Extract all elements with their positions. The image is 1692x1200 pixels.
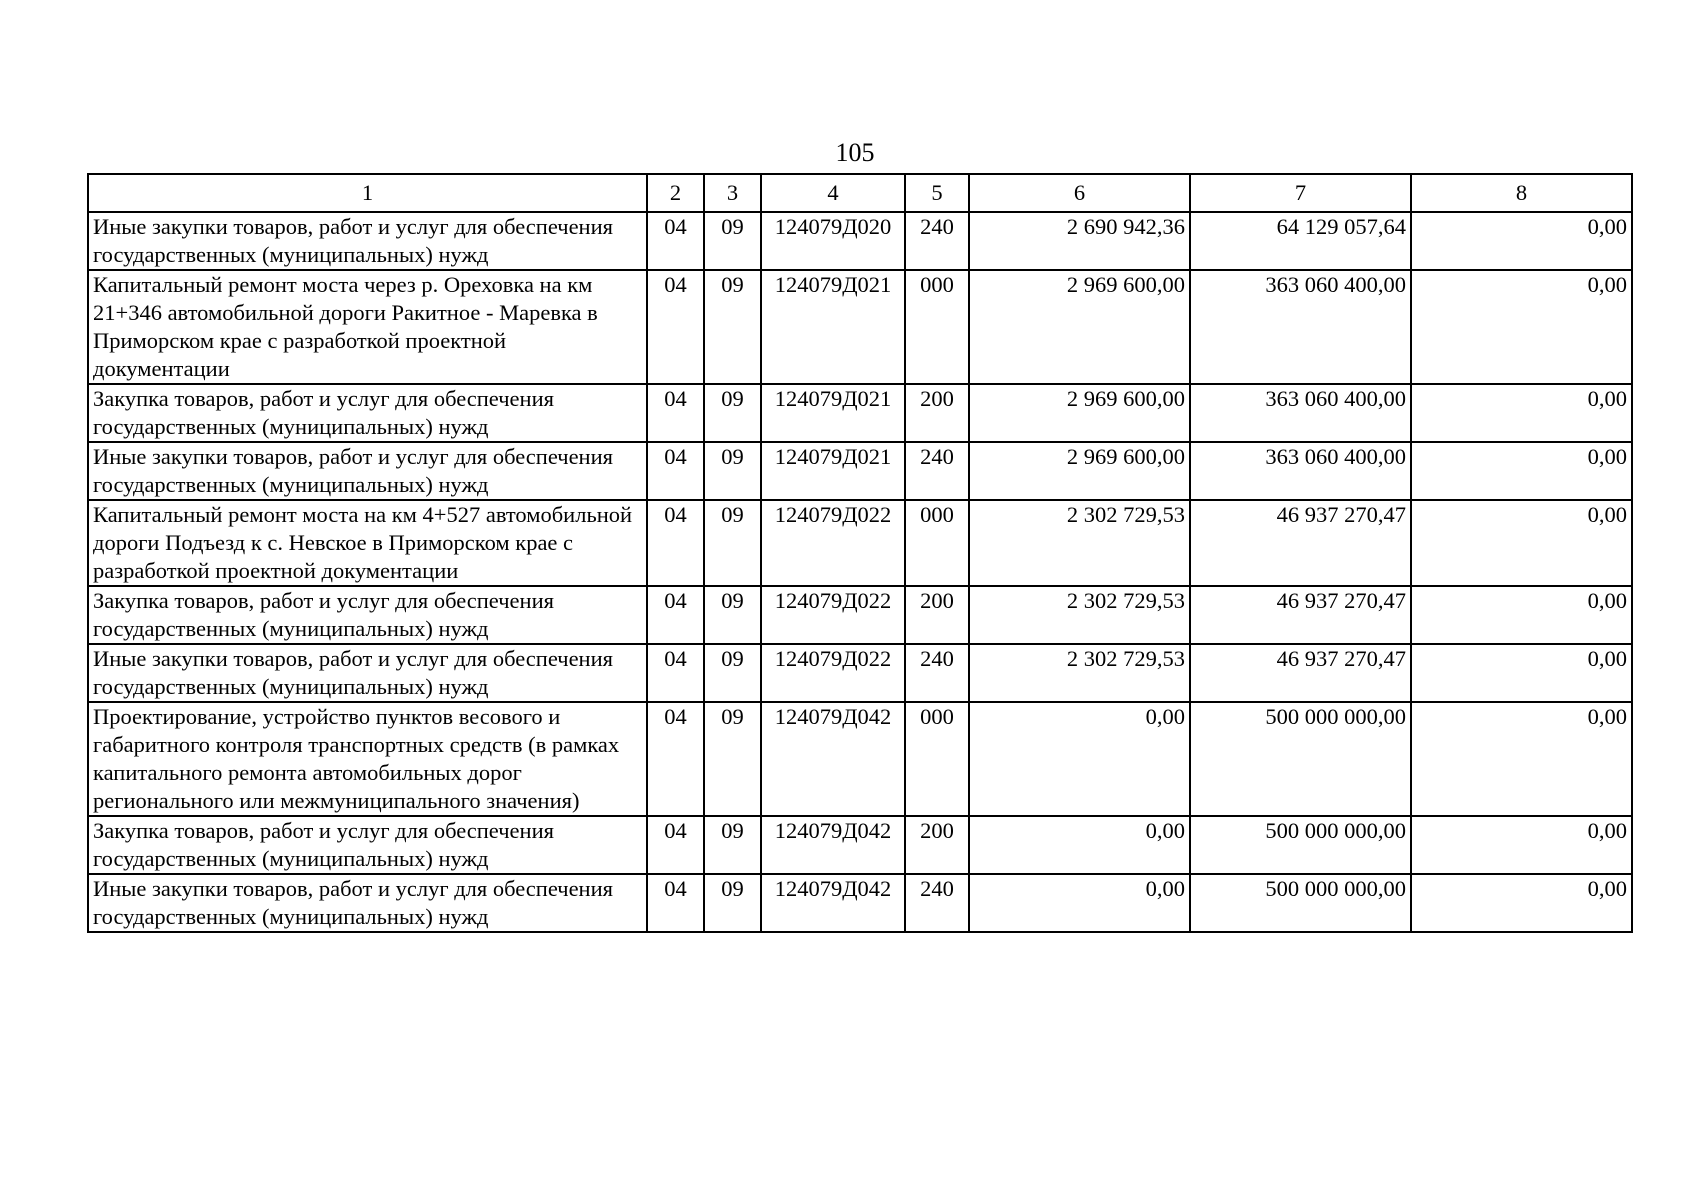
column-header: 8	[1411, 174, 1632, 212]
section-code: 04	[647, 586, 704, 644]
amount-col6: 2 969 600,00	[969, 442, 1190, 500]
expense-type-code: 240	[905, 442, 969, 500]
amount-col7: 46 937 270,47	[1190, 644, 1411, 702]
table-row	[88, 442, 1632, 500]
section-code: 04	[647, 212, 704, 270]
section-code: 04	[647, 442, 704, 500]
item-name: Иные закупки товаров, работ и услуг для обеспечения государственных (муниципальных) нужд	[88, 212, 647, 270]
expense-type-code: 200	[905, 384, 969, 442]
amount-col8: 0,00	[1411, 816, 1632, 874]
expense-type-code: 000	[905, 500, 969, 586]
amount-col8: 0,00	[1411, 644, 1632, 702]
table-row	[88, 384, 1632, 442]
column-header: 2	[647, 174, 704, 212]
amount-col7: 363 060 400,00	[1190, 442, 1411, 500]
amount-col8: 0,00	[1411, 702, 1632, 816]
item-name: Закупка товаров, работ и услуг для обеспечения государственных (муниципальных) нужд	[88, 384, 647, 442]
item-name: Проектирование, устройство пунктов весового и габаритного контроля транспортных средств (в рамках капитального ремонта автомобильных дорог регионального или межмуниципального значения)	[88, 702, 647, 816]
target-article-code: 124079Д042	[761, 702, 905, 816]
item-name: Закупка товаров, работ и услуг для обеспечения государственных (муниципальных) нужд	[88, 586, 647, 644]
table-row	[88, 816, 1632, 874]
subsection-code: 09	[704, 816, 761, 874]
item-name: Капитальный ремонт моста через р. Ореховка на км 21+346 автомобильной дороги Ракитное - Маревка в Приморском крае с разработкой проектной документации	[88, 270, 647, 384]
table-row	[88, 500, 1632, 586]
column-header: 6	[969, 174, 1190, 212]
subsection-code: 09	[704, 500, 761, 586]
amount-col6: 0,00	[969, 702, 1190, 816]
target-article-code: 124079Д020	[761, 212, 905, 270]
column-header: 1	[88, 174, 647, 212]
amount-col7: 500 000 000,00	[1190, 816, 1411, 874]
subsection-code: 09	[704, 874, 761, 932]
amount-col6: 2 969 600,00	[969, 384, 1190, 442]
amount-col8: 0,00	[1411, 384, 1632, 442]
target-article-code: 124079Д021	[761, 442, 905, 500]
target-article-code: 124079Д022	[761, 500, 905, 586]
section-code: 04	[647, 874, 704, 932]
subsection-code: 09	[704, 442, 761, 500]
amount-col6: 2 969 600,00	[969, 270, 1190, 384]
amount-col8: 0,00	[1411, 874, 1632, 932]
table-row	[88, 874, 1632, 932]
expense-type-code: 240	[905, 644, 969, 702]
amount-col7: 500 000 000,00	[1190, 874, 1411, 932]
amount-col6: 2 302 729,53	[969, 500, 1190, 586]
expense-type-code: 000	[905, 702, 969, 816]
amount-col6: 2 302 729,53	[969, 644, 1190, 702]
table-row	[88, 586, 1632, 644]
item-name: Капитальный ремонт моста на км 4+527 автомобильной дороги Подъезд к с. Невское в Приморском крае с разработкой проектной документации	[88, 500, 647, 586]
subsection-code: 09	[704, 212, 761, 270]
target-article-code: 124079Д042	[761, 874, 905, 932]
section-code: 04	[647, 270, 704, 384]
item-name: Иные закупки товаров, работ и услуг для обеспечения государственных (муниципальных) нужд	[88, 442, 647, 500]
subsection-code: 09	[704, 702, 761, 816]
section-code: 04	[647, 644, 704, 702]
table-row	[88, 702, 1632, 816]
table-row	[88, 212, 1632, 270]
expense-type-code: 000	[905, 270, 969, 384]
subsection-code: 09	[704, 586, 761, 644]
amount-col8: 0,00	[1411, 270, 1632, 384]
amount-col6: 2 302 729,53	[969, 586, 1190, 644]
amount-col6: 0,00	[969, 816, 1190, 874]
subsection-code: 09	[704, 270, 761, 384]
expense-type-code: 240	[905, 212, 969, 270]
column-header: 7	[1190, 174, 1411, 212]
target-article-code: 124079Д021	[761, 384, 905, 442]
expense-type-code: 200	[905, 816, 969, 874]
column-header: 4	[761, 174, 905, 212]
item-name: Иные закупки товаров, работ и услуг для обеспечения государственных (муниципальных) нужд	[88, 874, 647, 932]
subsection-code: 09	[704, 384, 761, 442]
target-article-code: 124079Д021	[761, 270, 905, 384]
target-article-code: 124079Д022	[761, 586, 905, 644]
target-article-code: 124079Д022	[761, 644, 905, 702]
header-row	[88, 174, 1632, 212]
amount-col7: 500 000 000,00	[1190, 702, 1411, 816]
table-row	[88, 270, 1632, 384]
amount-col8: 0,00	[1411, 212, 1632, 270]
page-number: 105	[835, 138, 875, 167]
table-row	[88, 644, 1632, 702]
section-code: 04	[647, 816, 704, 874]
amount-col7: 363 060 400,00	[1190, 384, 1411, 442]
section-code: 04	[647, 500, 704, 586]
item-name: Иные закупки товаров, работ и услуг для обеспечения государственных (муниципальных) нужд	[88, 644, 647, 702]
expense-type-code: 200	[905, 586, 969, 644]
item-name: Закупка товаров, работ и услуг для обеспечения государственных (муниципальных) нужд	[88, 816, 647, 874]
amount-col7: 363 060 400,00	[1190, 270, 1411, 384]
amount-col6: 0,00	[969, 874, 1190, 932]
amount-col7: 64 129 057,64	[1190, 212, 1411, 270]
amount-col6: 2 690 942,36	[969, 212, 1190, 270]
budget-table	[87, 173, 1633, 933]
column-header: 3	[704, 174, 761, 212]
amount-col7: 46 937 270,47	[1190, 586, 1411, 644]
amount-col8: 0,00	[1411, 500, 1632, 586]
amount-col8: 0,00	[1411, 442, 1632, 500]
section-code: 04	[647, 384, 704, 442]
column-header: 5	[905, 174, 969, 212]
section-code: 04	[647, 702, 704, 816]
expense-type-code: 240	[905, 874, 969, 932]
subsection-code: 09	[704, 644, 761, 702]
target-article-code: 124079Д042	[761, 816, 905, 874]
amount-col8: 0,00	[1411, 586, 1632, 644]
amount-col7: 46 937 270,47	[1190, 500, 1411, 586]
